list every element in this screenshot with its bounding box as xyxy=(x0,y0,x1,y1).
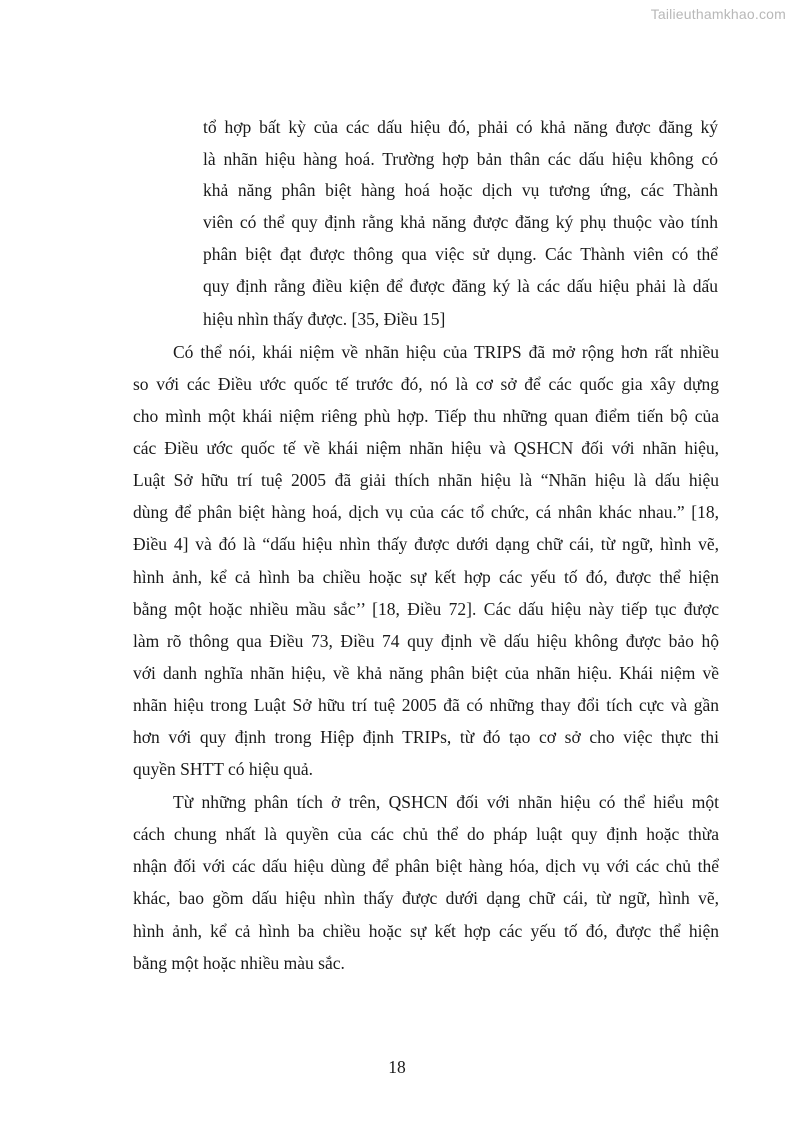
quote-line: hiệu nhìn thấy được. [35, Điều 15] xyxy=(203,309,446,329)
quote-line: khả năng phân biệt hàng hoá hoặc dịch vụ tương ứng, các Thành xyxy=(203,180,718,200)
paragraph-line: quyền SHTT có hiệu quả. xyxy=(133,759,313,779)
paragraph-line: các Điều ước quốc tế về khái niệm nhãn hiệu và QSHCN đối với nhãn hiệu, xyxy=(133,438,719,458)
quote-line: phân biệt đạt được thông qua việc sử dụng. Các Thành viên có thể xyxy=(203,244,718,264)
paragraph-line: khác, bao gồm dấu hiệu nhìn thấy được dưới dạng chữ cái, từ ngữ, hình vẽ, xyxy=(133,888,719,908)
paragraph-line: Điều 4] và đó là “dấu hiệu nhìn thấy được dưới dạng chữ cái, từ ngữ, hình vẽ, xyxy=(133,534,719,554)
quote-line: viên có thể quy định rằng khả năng được đăng ký phụ thuộc vào tính xyxy=(203,212,718,232)
paragraph-line: bằng một hoặc nhiều mầu sắc’’ [18, Điều 72]. Các dấu hiệu này tiếp tục được xyxy=(133,599,719,619)
paragraph-line: so với các Điều ước quốc tế trước đó, nó là cơ sở để các quốc gia xây dựng xyxy=(133,374,719,394)
paragraph-line: hơn với quy định trong Hiệp định TRIPs, từ đó tạo cơ sở cho việc thực thi xyxy=(133,727,719,747)
paragraph-line: cách chung nhất là quyền của các chủ thể do pháp luật quy định hoặc thừa xyxy=(133,824,719,844)
paragraph-line: Có thể nói, khái niệm về nhãn hiệu của TRIPS đã mở rộng hơn rất nhiều xyxy=(173,342,719,362)
paragraph-line: dùng để phân biệt hàng hoá, dịch vụ của các tổ chức, cá nhân khác nhau.” [18, xyxy=(133,502,719,522)
page-number: 18 xyxy=(388,1057,406,1077)
paragraph-line: nhận đối với các dấu hiệu dùng để phân biệt hàng hóa, dịch vụ với các chủ thể xyxy=(133,856,719,876)
watermark: Tailieuthamkhao.com xyxy=(650,6,786,22)
paragraph-line: nhãn hiệu trong Luật Sở hữu trí tuệ 2005 đã có những thay đổi tích cực và gần xyxy=(133,695,719,715)
paragraph-line: Từ những phân tích ở trên, QSHCN đối với nhãn hiệu có thể hiểu một xyxy=(173,792,719,812)
paragraph-line: bằng một hoặc nhiều màu sắc. xyxy=(133,953,345,973)
paragraph-line: hình ảnh, kể cả hình ba chiều hoặc sự kết hợp các yếu tố đó, được thể hiện xyxy=(133,921,719,941)
quote-line: tổ hợp bất kỳ của các dấu hiệu đó, phải có khả năng được đăng ký xyxy=(203,117,718,137)
paragraph-line: với danh nghĩa nhãn hiệu, về khả năng phân biệt của nhãn hiệu. Khái niệm về xyxy=(133,663,719,683)
paragraph-line: cho mình một khái niệm riêng phù hợp. Tiếp thu những quan điểm tiến bộ của xyxy=(133,406,719,426)
paragraph-line: làm rõ thông qua Điều 73, Điều 74 quy định về dấu hiệu không được bảo hộ xyxy=(133,631,719,651)
quote-line: là nhãn hiệu hàng hoá. Trường hợp bản thân các dấu hiệu không có xyxy=(203,149,718,169)
paragraph-line: hình ảnh, kể cả hình ba chiều hoặc sự kết hợp các yếu tố đó, được thể hiện xyxy=(133,567,719,587)
paragraph-line: Luật Sở hữu trí tuệ 2005 đã giải thích nhãn hiệu là “Nhãn hiệu là dấu hiệu xyxy=(133,470,719,490)
quote-line: quy định rằng điều kiện để được đăng ký là các dấu hiệu phải là dấu xyxy=(203,276,718,296)
